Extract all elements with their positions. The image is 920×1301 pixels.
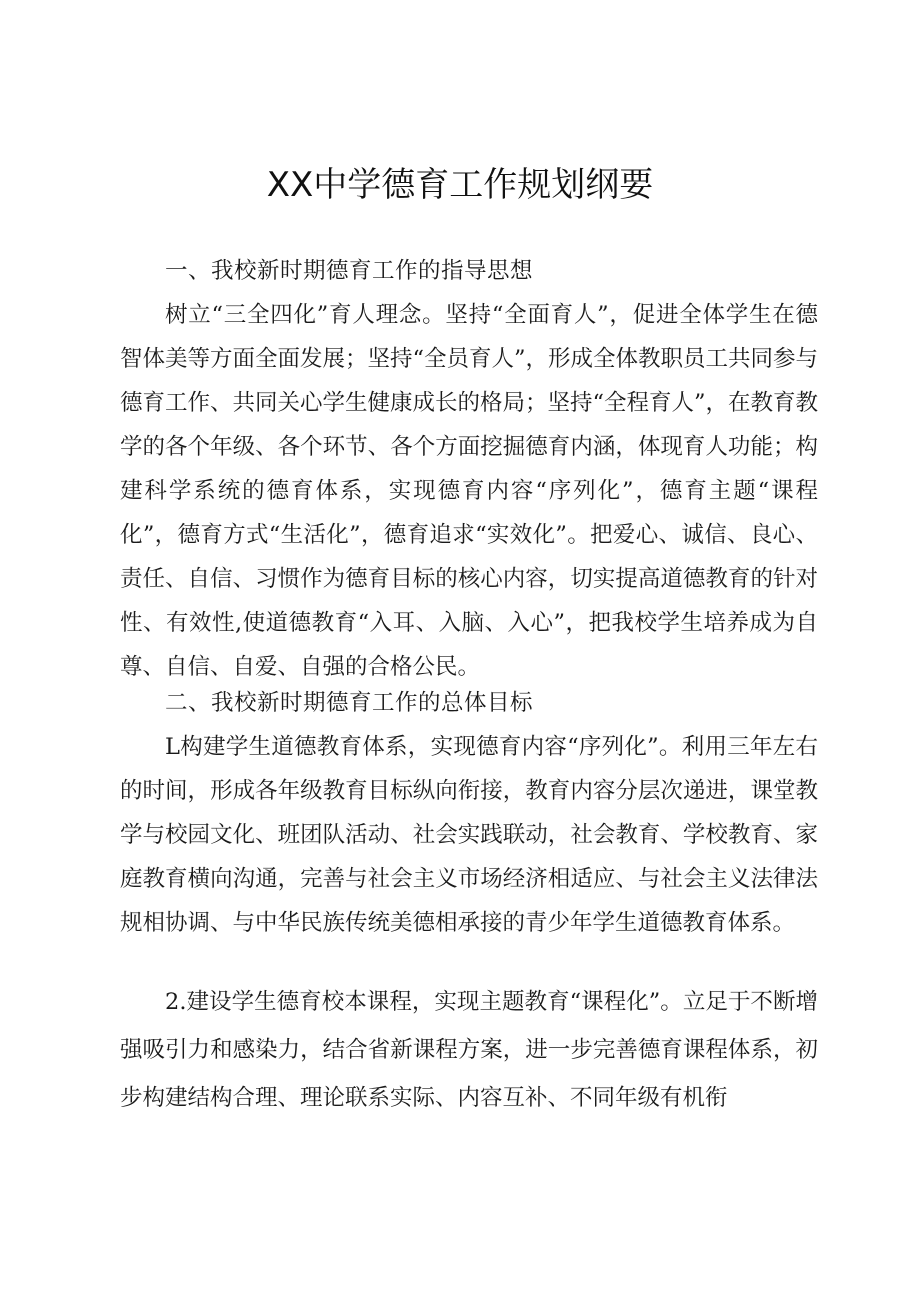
section-guiding-ideology (120, 249, 818, 689)
section-heading: 一、我校新时期德育工作的指导思想 (165, 258, 534, 284)
section-overall-goals (120, 681, 818, 945)
goal-item-1: L构建学生道德教育体系，实现德育内容“序列化”。利用三年左右的时间，形成各年级教育目标纵向衔接，教育内容分层次递进，课堂教学与校园文化、班团队活动、社会实践联动，社会教育、学校教育、家庭教育横向沟通，完善与社会主义市场经济相适应、与社会主义法律法规相协调、与中华民族传统美德相承接的青少年学生道德教育体系。 (120, 734, 818, 936)
section-goal-2 (120, 978, 818, 1122)
goal-item-2: 2.建设学生德育校本课程，实现主题教育“课程化”。立足于不断增强吸引力和感染力，结合省新课程方案，进一步完善德育课程体系，初步构建结构合理、理论联系实际、内容互补、不同年级有机衔 (120, 989, 818, 1111)
document-title: XX中学德育工作规划纲要 (266, 165, 654, 205)
section-paragraph: 树立“三全四化”育人理念。坚持“全面育人”，促进全体学生在德智体美等方面全面发展；坚持“全员育人”，形成全体教职员工共同参与德育工作、共同关心学生健康成长的格局；坚持“全程育人”，在教育教学的各个年级、各个环节、各个方面挖掘德育内涵，体现育人功能；构建科学系统的德育体系，实现德育内容“序列化”，德育主题“课程化”，德育方式“生活化”，德育追求“实效化”。把爱心、诚信、良心、责任、自信、习惯作为德育目标的核心内容，切实提高道德教育的针对性、有效性,使道德教育“入耳、入脑、入心”，把我校学生培养成为自尊、自信、自爱、自强的合格公民。 (120, 302, 819, 680)
section-heading: 二、我校新时期德育工作的总体目标 (165, 690, 534, 716)
